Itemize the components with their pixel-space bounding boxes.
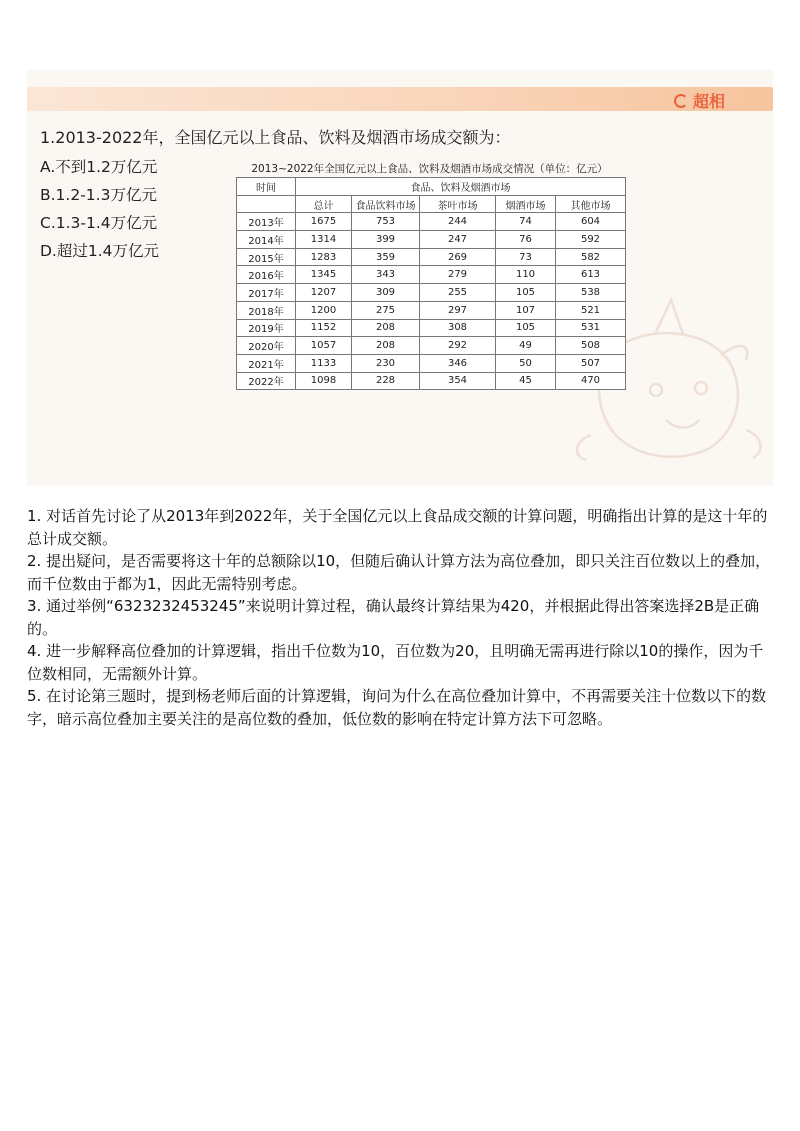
brand-logo: [674, 89, 725, 112]
table-subheader-row: [237, 195, 626, 213]
answer-options: [40, 153, 159, 265]
value-cell: 105: [496, 284, 556, 302]
value-cell: 107: [496, 301, 556, 319]
year-cell: 2018年: [237, 301, 296, 319]
value-cell: 343: [352, 266, 420, 284]
summary-item: 3. 通过举例“6323232453245”来说明计算过程，确认最终计算结果为420，并根据此得出答案选择2B是正确的。: [27, 597, 760, 638]
value-cell: 604: [556, 213, 626, 231]
table-caption: 2013~2022年全国亿元以上食品、饮料及烟酒市场成交情况（单位：亿元）: [251, 163, 608, 175]
year-cell: 2015年: [237, 248, 296, 266]
value-cell: 308: [420, 319, 496, 337]
table-row: [237, 248, 626, 266]
value-cell: 1152: [296, 319, 352, 337]
year-cell: 2014年: [237, 231, 296, 249]
value-cell: 279: [420, 266, 496, 284]
value-cell: 275: [352, 301, 420, 319]
value-cell: 74: [496, 213, 556, 231]
value-cell: 244: [420, 213, 496, 231]
value-cell: 208: [352, 319, 420, 337]
value-cell: 399: [352, 231, 420, 249]
table-row: [237, 284, 626, 302]
year-cell: 2020年: [237, 337, 296, 355]
table-row: [237, 301, 626, 319]
summary-item: 5. 在讨论第三题时，提到杨老师后面的计算逻辑，询问为什么在高位叠加计算中，不再需要关注十位数以下的数字，暗示高位叠加主要关注的是高位数的叠加，低位数的影响在特定计算方法下可忽略。: [27, 687, 767, 728]
value-cell: 753: [352, 213, 420, 231]
value-cell: 247: [420, 231, 496, 249]
summary-text: [27, 505, 772, 730]
group-header: 食品、饮料及烟酒市场: [296, 178, 626, 196]
value-cell: 255: [420, 284, 496, 302]
value-cell: 582: [556, 248, 626, 266]
value-cell: 1207: [296, 284, 352, 302]
value-cell: 49: [496, 337, 556, 355]
year-header: 时间: [237, 178, 296, 196]
col-header: 总计: [296, 195, 352, 213]
option-c: C.1.3-1.4万亿元: [40, 214, 158, 232]
option-d: D.超过1.4万亿元: [40, 242, 160, 260]
table-row: [237, 319, 626, 337]
value-cell: 1675: [296, 213, 352, 231]
value-cell: 1133: [296, 354, 352, 372]
value-cell: 592: [556, 231, 626, 249]
value-cell: 507: [556, 354, 626, 372]
table-header-row: [237, 178, 626, 196]
value-cell: 470: [556, 372, 626, 390]
value-cell: 1098: [296, 372, 352, 390]
value-cell: 1200: [296, 301, 352, 319]
value-cell: 521: [556, 301, 626, 319]
value-cell: 309: [352, 284, 420, 302]
col-header: 烟酒市场: [496, 195, 556, 213]
value-cell: 1314: [296, 231, 352, 249]
question-card: [27, 70, 773, 486]
value-cell: 1283: [296, 248, 352, 266]
value-cell: 76: [496, 231, 556, 249]
brand-logo-text: 超相: [692, 92, 725, 111]
value-cell: 297: [420, 301, 496, 319]
value-cell: 538: [556, 284, 626, 302]
year-cell: 2013年: [237, 213, 296, 231]
table-row: [237, 337, 626, 355]
value-cell: 228: [352, 372, 420, 390]
table-row: [237, 372, 626, 390]
summary-item: 1. 对话首先讨论了从2013年到2022年，关于全国亿元以上食品成交额的计算问题，明确指出计算的是这十年的总计成交额。: [27, 507, 768, 548]
value-cell: 208: [352, 337, 420, 355]
value-cell: 292: [420, 337, 496, 355]
option-a: A.不到1.2万亿元: [40, 158, 158, 176]
col-header: 食品饮料市场: [352, 195, 420, 213]
value-cell: 45: [496, 372, 556, 390]
option-b: B.1.2-1.3万亿元: [40, 186, 157, 204]
value-cell: 110: [496, 266, 556, 284]
value-cell: 508: [556, 337, 626, 355]
value-cell: 359: [352, 248, 420, 266]
table-row: [237, 354, 626, 372]
market-table: [236, 177, 626, 390]
value-cell: 613: [556, 266, 626, 284]
brand-g-icon: [674, 94, 688, 108]
value-cell: 105: [496, 319, 556, 337]
value-cell: 346: [420, 354, 496, 372]
value-cell: 269: [420, 248, 496, 266]
blank-header-cell: [237, 195, 296, 213]
table-row: [237, 231, 626, 249]
value-cell: 1345: [296, 266, 352, 284]
year-cell: 2016年: [237, 266, 296, 284]
summary-item: 4. 进一步解释高位叠加的计算逻辑，指出千位数为10，百位数为20，且明确无需再进行除以10的操作，因为千位数相同，无需额外计算。: [27, 642, 764, 683]
summary-item: 2. 提出疑问，是否需要将这十年的总额除以10，但随后确认计算方法为高位叠加，即只关注百位数以上的叠加，而千位数由于都为1，因此无需特别考虑。: [27, 552, 771, 593]
col-header: 茶叶市场: [420, 195, 496, 213]
value-cell: 354: [420, 372, 496, 390]
value-cell: 1057: [296, 337, 352, 355]
year-cell: 2019年: [237, 319, 296, 337]
col-header: 其他市场: [556, 195, 626, 213]
year-cell: 2017年: [237, 284, 296, 302]
value-cell: 230: [352, 354, 420, 372]
year-cell: 2022年: [237, 372, 296, 390]
year-cell: 2021年: [237, 354, 296, 372]
value-cell: 73: [496, 248, 556, 266]
value-cell: 531: [556, 319, 626, 337]
question-stem: 1.2013-2022年，全国亿元以上食品、饮料及烟酒市场成交额为：: [40, 128, 511, 147]
table-row: [237, 213, 626, 231]
table-row: [237, 266, 626, 284]
header-band: [27, 87, 773, 111]
value-cell: 50: [496, 354, 556, 372]
